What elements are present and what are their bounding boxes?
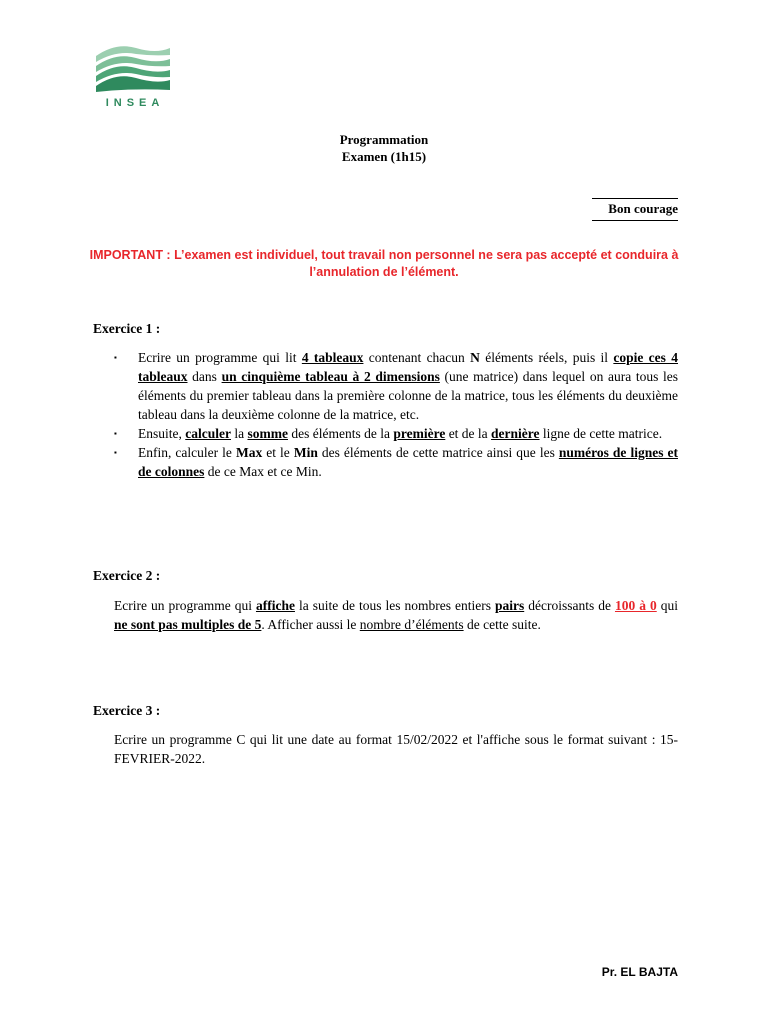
emphasis-run: un cinquième tableau à 2 dimensions <box>221 369 440 384</box>
range-highlight: 100 à 0 <box>614 598 657 613</box>
underline-run: nombre d’éléments <box>359 617 464 632</box>
important-text: L’examen est individuel, tout travail non personnel ne sera pas accepté et conduira à l’annulation de l’élément. <box>170 248 679 279</box>
text-run: la suite de tous les nombres entiers <box>294 598 495 613</box>
text-run: la <box>230 426 248 441</box>
text-run: Ecrire un programme qui lit <box>138 350 302 365</box>
course-title: Programmation <box>339 132 429 147</box>
bullet-square-icon: ▪ <box>114 448 117 457</box>
emphasis-run: pairs <box>494 598 525 613</box>
text-run: . Afficher aussi le <box>261 617 360 632</box>
emphasis-run: Max <box>235 445 263 460</box>
text-run: Ensuite, <box>138 426 186 441</box>
exercise-1-title: Exercice 1 : <box>93 321 161 336</box>
emphasis-run: somme <box>247 426 288 441</box>
text-run: de ce Max et ce Min. <box>204 464 322 479</box>
text-run: éléments réels, puis il <box>479 350 614 365</box>
emphasis-run: dernière <box>491 426 540 441</box>
text-run: des éléments de cette matrice ainsi que les <box>317 445 559 460</box>
emphasis-run: ne sont pas multiples de 5 <box>114 617 262 632</box>
important-label: IMPORTANT : <box>89 248 171 262</box>
author-signature: Pr. EL BAJTA <box>601 965 678 979</box>
list-item <box>114 443 678 481</box>
important-notice <box>80 247 688 281</box>
exercise-3-title: Exercice 3 : <box>93 703 161 718</box>
text-run: qui <box>656 598 678 613</box>
text-run: dans <box>187 369 222 384</box>
exam-title: Examen (1h15) <box>341 149 427 164</box>
emphasis-run: calculer <box>185 426 231 441</box>
text-run: contenant chacun <box>363 350 471 365</box>
text-run: décroissants de <box>524 598 615 613</box>
text-run: des éléments de la <box>287 426 394 441</box>
emphasis-run: numéros de lignes et de colonnes <box>138 445 678 479</box>
text-run: Ecrire un programme qui <box>114 598 256 613</box>
exercise-1-list <box>114 348 678 481</box>
text-run: et le <box>262 445 294 460</box>
insea-logo-text: INSEA <box>105 97 165 109</box>
text-run: et de la <box>445 426 492 441</box>
text-run: (une matrice) dans lequel on aura tous les éléments du premier tableau dans la première colonne de la matrice, tous les éléments du deuxième tableau dans la deuxième colonne de la matrice, etc. <box>138 369 679 422</box>
insea-waves-icon <box>92 42 172 98</box>
bullet-square-icon: ▪ <box>114 429 117 438</box>
exercise-2-title: Exercice 2 : <box>93 568 161 583</box>
emphasis-run: affiche <box>255 598 295 613</box>
exercise-3-text: Ecrire un programme C qui lit une date au format 15/02/2022 et l'affiche sous le format suivant : 15-FEVRIER-2022. <box>114 732 678 766</box>
list-item <box>114 348 678 424</box>
emphasis-run: N <box>470 350 480 365</box>
text-run: Enfin, calculer le <box>138 445 236 460</box>
exercise-2-text <box>114 596 678 634</box>
text-run: ligne de cette matrice. <box>539 426 663 441</box>
good-luck-box: Bon courage <box>592 198 678 221</box>
emphasis-run: Min <box>293 445 318 460</box>
insea-logo <box>92 42 172 110</box>
emphasis-run: copie ces 4 tableaux <box>138 350 678 384</box>
text-run: de cette suite. <box>463 617 541 632</box>
emphasis-run: première <box>393 426 446 441</box>
list-item <box>114 424 678 443</box>
bullet-square-icon: ▪ <box>114 353 117 362</box>
emphasis-run: 4 tableaux <box>301 350 364 365</box>
